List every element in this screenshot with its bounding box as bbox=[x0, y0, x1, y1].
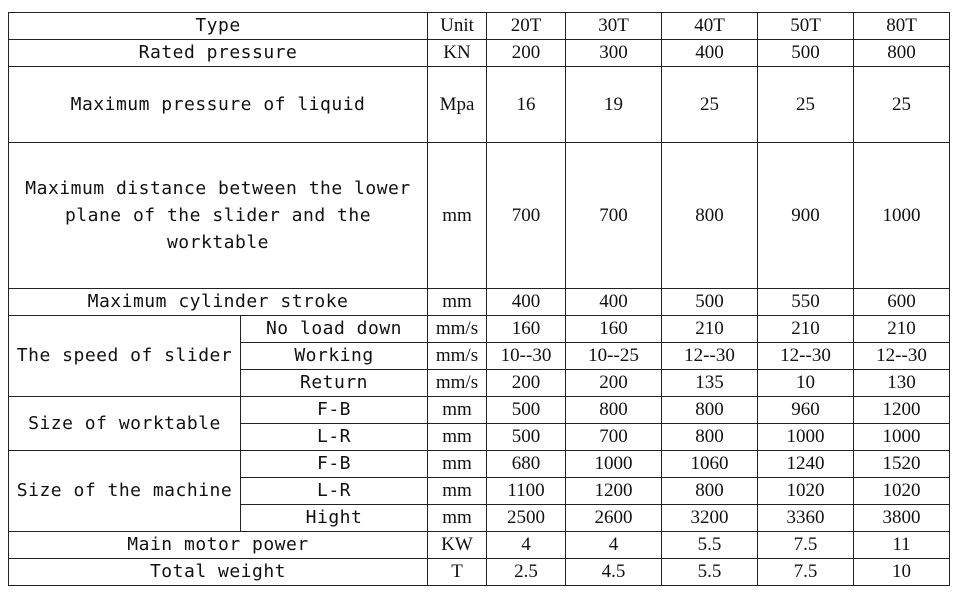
table-cell: 4 bbox=[566, 532, 662, 559]
table-cell: 400 bbox=[566, 289, 662, 316]
row-label-line: plane of the slider and the worktable bbox=[64, 205, 372, 253]
group-label: Size of worktable bbox=[9, 397, 241, 451]
table-cell: 1000 bbox=[854, 143, 950, 289]
row-unit: KW bbox=[428, 532, 487, 559]
table-cell: 550 bbox=[758, 289, 854, 316]
table-cell: 10--25 bbox=[566, 343, 662, 370]
header-row bbox=[9, 13, 950, 40]
table-cell: 2600 bbox=[566, 505, 662, 532]
table-cell: 800 bbox=[662, 143, 758, 289]
table-cell: 2.5 bbox=[487, 559, 566, 586]
row-unit: mm bbox=[428, 451, 487, 478]
sub-label: Working bbox=[241, 343, 428, 370]
table-cell: 800 bbox=[566, 397, 662, 424]
table-cell: 3800 bbox=[854, 505, 950, 532]
row-unit: Mpa bbox=[428, 67, 487, 143]
row-unit: KN bbox=[428, 40, 487, 67]
table-cell: 135 bbox=[662, 370, 758, 397]
table-cell: 300 bbox=[566, 40, 662, 67]
table-cell: 12--30 bbox=[758, 343, 854, 370]
table-cell: 5.5 bbox=[662, 532, 758, 559]
row-unit: mm bbox=[428, 478, 487, 505]
table-cell: 400 bbox=[487, 289, 566, 316]
table-cell: 1060 bbox=[662, 451, 758, 478]
table-cell: 1200 bbox=[566, 478, 662, 505]
table-cell: 210 bbox=[662, 316, 758, 343]
table-row bbox=[9, 532, 950, 559]
table-cell: 11 bbox=[854, 532, 950, 559]
table-cell: 500 bbox=[487, 424, 566, 451]
model-header: 80T bbox=[854, 13, 950, 40]
table-cell: 10 bbox=[758, 370, 854, 397]
table-row bbox=[9, 143, 950, 289]
model-header: 20T bbox=[487, 13, 566, 40]
table-cell: 12--30 bbox=[662, 343, 758, 370]
row-label bbox=[9, 143, 428, 289]
table-cell: 10--30 bbox=[487, 343, 566, 370]
table-cell: 10 bbox=[854, 559, 950, 586]
model-header: 40T bbox=[662, 13, 758, 40]
row-unit: mm bbox=[428, 397, 487, 424]
table-cell: 2500 bbox=[487, 505, 566, 532]
table-cell: 25 bbox=[758, 67, 854, 143]
row-unit: mm bbox=[428, 143, 487, 289]
table-row bbox=[9, 289, 950, 316]
group-label: Size of the machine bbox=[9, 451, 241, 532]
table-cell: 210 bbox=[758, 316, 854, 343]
row-label: Total weight bbox=[9, 559, 428, 586]
table-cell: 960 bbox=[758, 397, 854, 424]
row-unit: mm/s bbox=[428, 343, 487, 370]
table-cell: 500 bbox=[662, 289, 758, 316]
table-cell: 1100 bbox=[487, 478, 566, 505]
table-cell: 400 bbox=[662, 40, 758, 67]
row-label: Maximum pressure of liquid bbox=[9, 67, 428, 143]
model-header: 30T bbox=[566, 13, 662, 40]
sub-label: Return bbox=[241, 370, 428, 397]
row-label: Main motor power bbox=[9, 532, 428, 559]
table-cell: 160 bbox=[566, 316, 662, 343]
sub-label: L-R bbox=[241, 478, 428, 505]
sub-label: Hight bbox=[241, 505, 428, 532]
table-cell: 19 bbox=[566, 67, 662, 143]
sub-label: F-B bbox=[241, 397, 428, 424]
row-unit: mm/s bbox=[428, 370, 487, 397]
table-cell: 1520 bbox=[854, 451, 950, 478]
table-cell: 1000 bbox=[854, 424, 950, 451]
table-row bbox=[9, 451, 950, 478]
model-header: 50T bbox=[758, 13, 854, 40]
table-cell: 12--30 bbox=[854, 343, 950, 370]
table-cell: 4.5 bbox=[566, 559, 662, 586]
table-cell: 800 bbox=[662, 397, 758, 424]
table-cell: 800 bbox=[662, 424, 758, 451]
table-cell: 25 bbox=[854, 67, 950, 143]
spec-table bbox=[8, 12, 950, 586]
table-cell: 700 bbox=[566, 424, 662, 451]
sub-label: L-R bbox=[241, 424, 428, 451]
table-cell: 1200 bbox=[854, 397, 950, 424]
table-cell: 210 bbox=[854, 316, 950, 343]
unit-header: Unit bbox=[428, 13, 487, 40]
table-cell: 500 bbox=[758, 40, 854, 67]
table-cell: 7.5 bbox=[758, 559, 854, 586]
table-cell: 680 bbox=[487, 451, 566, 478]
table-row bbox=[9, 67, 950, 143]
table-row bbox=[9, 559, 950, 586]
table-cell: 130 bbox=[854, 370, 950, 397]
table-cell: 1000 bbox=[566, 451, 662, 478]
row-label: Maximum cylinder stroke bbox=[9, 289, 428, 316]
table-cell: 600 bbox=[854, 289, 950, 316]
table-cell: 200 bbox=[487, 40, 566, 67]
table-cell: 1020 bbox=[758, 478, 854, 505]
table-cell: 800 bbox=[854, 40, 950, 67]
table-cell: 1020 bbox=[854, 478, 950, 505]
sub-label: F-B bbox=[241, 451, 428, 478]
table-cell: 200 bbox=[487, 370, 566, 397]
table-row bbox=[9, 40, 950, 67]
table-cell: 7.5 bbox=[758, 532, 854, 559]
table-cell: 16 bbox=[487, 67, 566, 143]
table-cell: 500 bbox=[487, 397, 566, 424]
table-cell: 200 bbox=[566, 370, 662, 397]
group-label: The speed of slider bbox=[9, 316, 241, 397]
sub-label: No load down bbox=[241, 316, 428, 343]
table-row bbox=[9, 316, 950, 343]
table-cell: 160 bbox=[487, 316, 566, 343]
row-unit: T bbox=[428, 559, 487, 586]
table-cell: 5.5 bbox=[662, 559, 758, 586]
row-label-line: Maximum distance between the lower bbox=[25, 178, 411, 199]
table-cell: 3200 bbox=[662, 505, 758, 532]
row-label: Rated pressure bbox=[9, 40, 428, 67]
table-cell: 900 bbox=[758, 143, 854, 289]
table-cell: 4 bbox=[487, 532, 566, 559]
table-cell: 700 bbox=[487, 143, 566, 289]
row-unit: mm bbox=[428, 505, 487, 532]
row-unit: mm bbox=[428, 424, 487, 451]
table-cell: 1000 bbox=[758, 424, 854, 451]
table-cell: 1240 bbox=[758, 451, 854, 478]
type-header: Type bbox=[9, 13, 428, 40]
table-cell: 700 bbox=[566, 143, 662, 289]
table-cell: 800 bbox=[662, 478, 758, 505]
table-cell: 25 bbox=[662, 67, 758, 143]
table-row bbox=[9, 397, 950, 424]
row-unit: mm/s bbox=[428, 316, 487, 343]
row-unit: mm bbox=[428, 289, 487, 316]
table-cell: 3360 bbox=[758, 505, 854, 532]
